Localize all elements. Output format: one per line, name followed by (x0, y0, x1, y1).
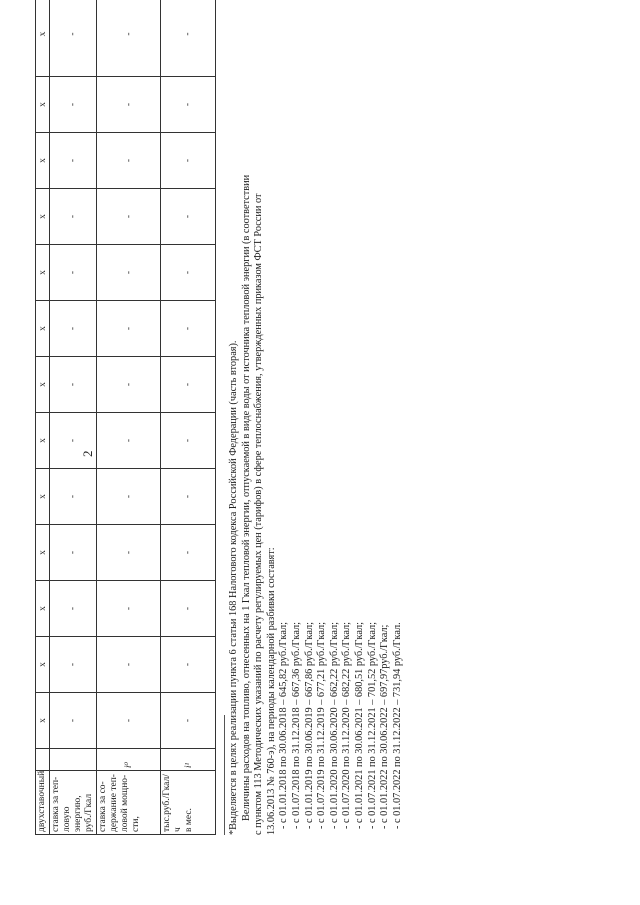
row-label (97, 771, 161, 835)
table-cell: - (97, 693, 161, 749)
price-period-item: - с 01.01.2022 по 30.06.2022 – 697,97руб./Гкал; (379, 624, 391, 829)
footnote-rule (224, 715, 225, 835)
table-cell: - (97, 357, 161, 413)
table-cell: - (161, 581, 216, 637)
table-cell: - (161, 245, 216, 301)
table-cell: x (36, 525, 50, 581)
table-cell: x (36, 245, 50, 301)
table-cell: - (97, 245, 161, 301)
table-cell: - (161, 525, 216, 581)
row-label (36, 771, 50, 835)
table-cell: - (161, 133, 216, 189)
price-period-item: - с 01.01.2021 по 30.06.2021 – 680,51 руб./Гкал; (353, 622, 365, 829)
price-period-item: - с 01.07.2021 по 31.12.2021 – 701,52 руб./Гкал; (366, 622, 378, 829)
row-label-line: в мес. (184, 808, 194, 832)
table-cell: x (36, 189, 50, 245)
price-period-list (278, 55, 404, 835)
table-cell: - (161, 77, 216, 133)
row-label-line: держание теп- (109, 774, 119, 832)
note-paragraph-3: 13.06.2013 № 760-э), на периоды календарной разбивки составят: (265, 547, 277, 835)
table-cell: x (36, 637, 50, 693)
row-symbol: i¹ (161, 749, 216, 771)
row-label-line: руб./Гкал (84, 793, 94, 832)
table-cell: - (50, 581, 97, 637)
table-cell: - (97, 0, 161, 77)
table-cell: x (36, 693, 50, 749)
footnote: *Выделяется в целях реализации пункта 6 статьи 168 Налогового кодекса Российской Федерации (часть вторая). (228, 340, 239, 835)
table-cell: - (50, 469, 97, 525)
page-number: 2 (80, 450, 95, 457)
table-cell: - (50, 301, 97, 357)
table-cell: - (50, 245, 97, 301)
table-cell: - (97, 133, 161, 189)
table-cell: - (161, 301, 216, 357)
row-label-line: ставка за со- (98, 781, 108, 832)
table-cell: - (97, 637, 161, 693)
table-cell: - (161, 0, 216, 77)
table-cell: - (50, 413, 97, 469)
table-body (36, 0, 216, 835)
table-cell: - (50, 357, 97, 413)
table-cell: x (36, 581, 50, 637)
table-cell: - (97, 189, 161, 245)
row-symbol: i⁰ (97, 749, 161, 771)
row-label-line: ловую энергию, (62, 795, 83, 832)
table-cell: - (50, 525, 97, 581)
table-row (97, 0, 161, 835)
note-paragraph-2: с пунктом 113 Методических указаний по расчету регулируемых цен (тарифов) в сфере теплоснабжения, утвержденных приказом ФСТ России от (253, 193, 265, 835)
table-cell: - (161, 357, 216, 413)
table-cell: - (50, 189, 97, 245)
table-cell: - (97, 77, 161, 133)
table-cell: - (50, 693, 97, 749)
table-cell: - (50, 0, 97, 77)
table-cell: x (36, 357, 50, 413)
price-period-item: - с 01.07.2018 по 31.12.2018 – 667,36 руб./Гкал; (290, 622, 302, 829)
table-cell: - (97, 301, 161, 357)
table-cell: - (50, 77, 97, 133)
table-cell: - (161, 693, 216, 749)
table-cell: - (161, 637, 216, 693)
row-label-line: тыс.руб./Гкал/ч (162, 774, 183, 832)
row-symbol (36, 749, 50, 771)
table-row (161, 0, 216, 835)
table-cell: x (36, 133, 50, 189)
row-label-line: двухставочный (37, 770, 47, 832)
table-row (50, 0, 97, 835)
table-cell: x (36, 0, 50, 77)
price-period-item: - с 01.01.2019 по 30.06.2019 – 667,86 руб./Гкал; (303, 622, 315, 829)
table-cell: - (161, 189, 216, 245)
table-cell: x (36, 413, 50, 469)
price-period-item: - с 01.07.2022 по 31.12.2022 – 731,94 руб./Гкал. (391, 622, 403, 829)
table-cell: - (97, 525, 161, 581)
row-label (161, 771, 216, 835)
notes-section (228, 55, 404, 835)
row-label-line: сти, (131, 816, 141, 832)
row-label (50, 771, 97, 835)
price-period-item: - с 01.01.2020 по 30.06.2020 – 662,22 руб./Гкал; (328, 622, 340, 829)
price-period-item: - с 01.07.2019 по 31.12.2019 – 677,21 руб./Гкал; (316, 622, 328, 829)
table-cell: x (36, 77, 50, 133)
price-period-item: - с 01.01.2018 по 30.06.2018 – 645,82 руб./Гкал; (278, 622, 290, 829)
price-period-item: - с 01.07.2020 по 31.12.2020 – 682,22 руб./Гкал; (341, 622, 353, 829)
note-paragraph-1: Величины расходов на топливо, отнесенных на 1 Гкал тепловой энергии, отпускаемой в виде воды от источника тепловой энергии (в соответствии (240, 174, 252, 821)
row-label-line: ловой мощно- (120, 774, 130, 832)
tariff-table (35, 0, 216, 835)
table-cell: - (161, 413, 216, 469)
table-cell: - (97, 581, 161, 637)
table-cell: x (36, 301, 50, 357)
table-cell: - (50, 133, 97, 189)
table-cell: - (97, 413, 161, 469)
table-cell: - (50, 637, 97, 693)
table-cell: - (161, 469, 216, 525)
table-row (36, 0, 50, 835)
table-cell: - (97, 469, 161, 525)
row-label-line: ставка за теп- (51, 776, 61, 832)
row-symbol (50, 749, 97, 771)
table-cell: x (36, 469, 50, 525)
